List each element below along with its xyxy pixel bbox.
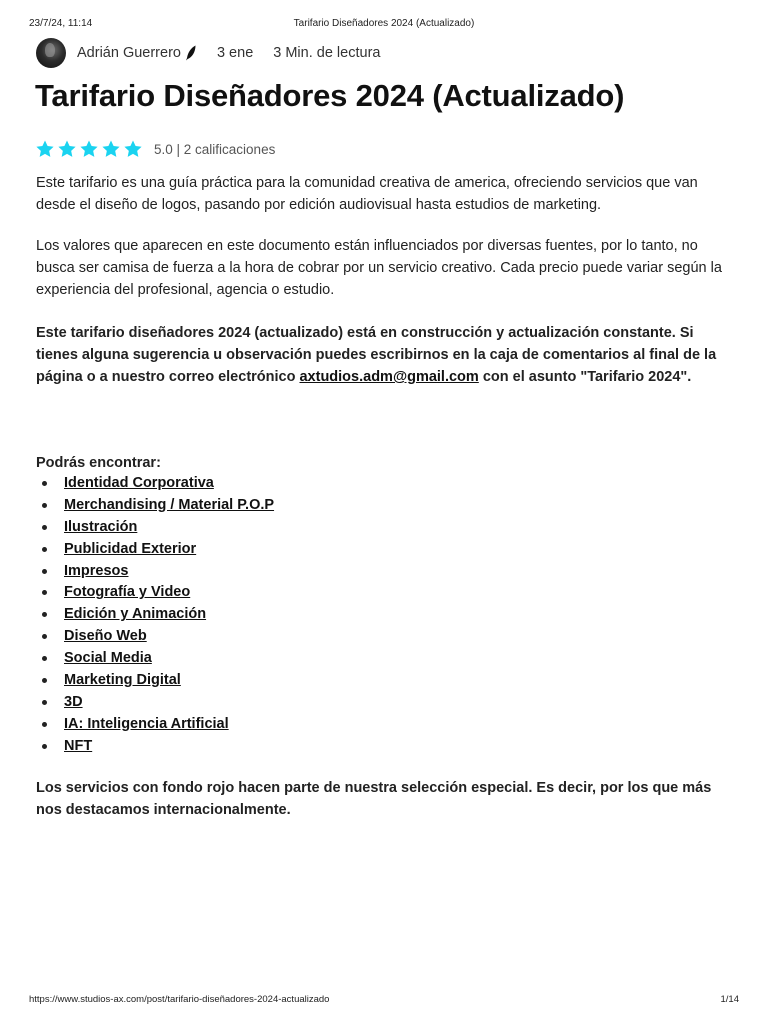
- page-number: 1/14: [720, 994, 739, 1005]
- list-item: [36, 669, 274, 691]
- feather-icon: [185, 45, 197, 61]
- rating-stars[interactable]: [35, 139, 145, 159]
- print-header: [29, 18, 739, 32]
- service-link[interactable]: Edición y Animación: [64, 606, 207, 623]
- service-link[interactable]: Publicidad Exterior: [64, 540, 197, 557]
- paragraph-notice: [36, 322, 736, 388]
- rating-text: 5.0 | 2 calificaciones: [154, 141, 276, 157]
- list-item: [36, 691, 274, 713]
- print-page-title: Tarifario Diseñadores 2024 (Actualizado): [293, 18, 475, 29]
- list-item: [36, 472, 274, 494]
- list-item: [36, 625, 274, 647]
- service-link[interactable]: Merchandising / Material P.O.P: [64, 496, 275, 513]
- post-date: 3 ene: [216, 45, 254, 61]
- print-url: https://www.studios-ax.com/post/tarifario-diseñadores-2024-actualizado: [29, 994, 330, 1005]
- author-row: [36, 37, 380, 69]
- service-link[interactable]: Marketing Digital: [64, 672, 181, 689]
- list-item: [36, 581, 274, 603]
- service-link[interactable]: NFT: [64, 737, 93, 754]
- page-title: Tarifario Diseñadores 2024 (Actualizado): [35, 78, 625, 113]
- list-item: [36, 603, 274, 625]
- email-link[interactable]: axtudios.adm@gmail.com: [299, 369, 479, 385]
- service-link[interactable]: Identidad Corporativa: [64, 475, 214, 491]
- list-item: [36, 560, 274, 582]
- list-item: [36, 516, 274, 538]
- list-item: [36, 713, 274, 735]
- list-item: [36, 538, 274, 560]
- list-item: [36, 735, 274, 757]
- print-footer: [29, 994, 739, 1008]
- star-icon[interactable]: [35, 139, 55, 159]
- paragraph-intro: Este tarifario es una guía práctica para la comunidad creativa de america, ofreciendo servicios que van desde el diseño de logos, pasando por edición audiovisual hasta estudios de marketing.: [36, 175, 698, 213]
- read-time: 3 Min. de lectura: [273, 45, 381, 61]
- service-link[interactable]: IA: Inteligencia Artificial: [64, 715, 229, 732]
- service-link[interactable]: Fotografía y Video: [64, 584, 191, 601]
- paragraph-highlight: Los servicios con fondo rojo hacen parte de nuestra selección especial. Es decir, por los que más nos destacamos internacionalmente.: [36, 780, 712, 818]
- star-icon[interactable]: [123, 139, 143, 159]
- service-link[interactable]: Social Media: [64, 650, 152, 667]
- author-name[interactable]: Adrián Guerrero: [77, 45, 181, 61]
- notice-text: Este tarifario diseñadores 2024 (actualizado) está en construcción y actualización constante. Si tienes alguna sugerencia u observación puedes escribirnos en la caja de comentarios al final de la página o a nuestro correo electrónico: [36, 325, 717, 385]
- rating[interactable]: [35, 138, 275, 160]
- services-heading: Podrás encontrar:: [36, 455, 161, 471]
- star-icon[interactable]: [101, 139, 121, 159]
- print-datetime: 23/7/24, 11:14: [29, 18, 93, 29]
- list-item: [36, 647, 274, 669]
- notice-text-end: con el asunto "Tarifario 2024".: [478, 369, 692, 385]
- avatar[interactable]: [36, 38, 66, 68]
- star-icon[interactable]: [57, 139, 77, 159]
- paragraph-disclaimer: Los valores que aparecen en este documento están influenciados por diversas fuentes, por lo tanto, no busca ser camisa de fuerza a la hora de cobrar por un servicio creativo. Cada precio puede variar según la experiencia del profesional, agencia o estudio.: [36, 238, 722, 298]
- service-link[interactable]: Ilustración: [64, 518, 138, 535]
- services-list: [36, 472, 274, 757]
- service-link[interactable]: Impresos: [64, 562, 129, 579]
- star-icon[interactable]: [79, 139, 99, 159]
- service-link[interactable]: 3D: [64, 693, 83, 710]
- list-item: [36, 494, 274, 516]
- service-link[interactable]: Diseño Web: [64, 628, 147, 645]
